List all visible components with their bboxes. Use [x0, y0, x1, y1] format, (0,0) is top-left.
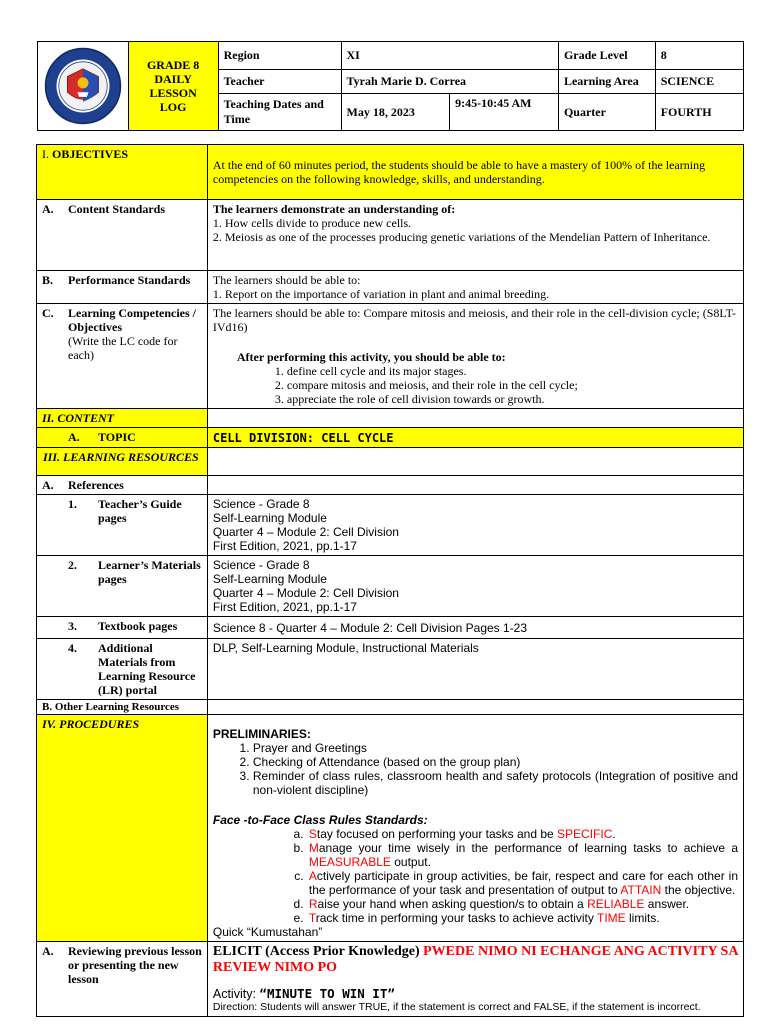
rule-text: rack time in performing your tasks to achieve activity [315, 911, 597, 925]
content-standards-cell: The learners demonstrate an understanding of: 1. How cells divide to produce new cells. 2. Meiosis as one of the processes producing genetic variations of the Mendelian Pattern of Inheritance. [207, 200, 743, 271]
list-item: 1. define cell cycle and its major stages. [287, 364, 738, 378]
performance-standards-label: B. Performance Standards [37, 271, 208, 304]
rule-text: tay focused on performing your tasks and be [316, 827, 558, 841]
list-item: 3. appreciate the role of cell division towards or growth. [287, 392, 738, 406]
rule-end: answer. [644, 897, 690, 911]
rule-keyword: RELIABLE [587, 897, 645, 911]
references-label: A. References [37, 476, 208, 495]
quarter-label: Quarter [558, 94, 655, 131]
rule-text: ctively participate in group activities, be fair, respect and care for each other in the performance of your task and presentation of output to [308, 869, 738, 897]
list-item: 1. Report on the importance of variation in plant and animal breeding. [212, 287, 550, 301]
learning-area-value: SCIENCE [655, 70, 743, 94]
competencies-cell: The learners should be able to: Compare mitosis and meiosis, and their role in the cell-division cycle; (S8LT-IVd16) After performing this activity, you should be able to: 1. define cell cycle and its major stages. 2. compare mitosis and meiosis, and their role in the cell cycle; 3. appreciate the role of cell division towards or growth. [207, 304, 743, 409]
teachers-guide-label: 1. Teacher’s Guide pages [37, 495, 208, 556]
rule-keyword: MEASURABLE [308, 855, 391, 869]
list-item: 1. How cells divide to produce new cells. [212, 216, 412, 230]
rule-text: aise your hand when asking question/s to obtain a [317, 897, 588, 911]
lesson-log-table [36, 144, 744, 1017]
region-label: Region [218, 42, 341, 70]
activity-direction: Direction: Students will answer TRUE, if the statement is correct and FALSE, if the statement is incorrect. [212, 1001, 701, 1013]
reviewing-label: A. Reviewing previous lesson or presenting the new lesson [37, 942, 208, 1017]
activity-label: Activity: [212, 987, 260, 1001]
grade-level-value: 8 [655, 42, 743, 70]
title-line: GRADE 8 [146, 58, 200, 72]
list-item: 2. Checking of Attendance (based on the group plan) [253, 755, 738, 769]
rule-end: the objective. [661, 883, 736, 897]
class-rule-item [307, 841, 738, 869]
quick-kumustahan: Quick “Kumustahan” [212, 925, 323, 939]
elicit-label: ELICIT (Access Prior Knowledge) [212, 944, 420, 959]
deped-seal [38, 42, 129, 131]
objectives-text: At the end of 60 minutes period, the students should be able to have a mastery of 100% of the learning competencies on the following knowledge, skills, and understanding. [207, 145, 743, 200]
title-line: LOG [159, 100, 187, 114]
rule-text: anage your time wisely in the performance of learning tasks to achieve a [318, 841, 738, 855]
textbook-label: 3. Textbook pages [37, 617, 208, 639]
list-item: 3. Reminder of class rules, classroom health and safety protocols (Integration of positive and non-violent discipline) [253, 769, 738, 797]
reviewing-cell [207, 942, 743, 1017]
daily-lesson-log-title [128, 42, 218, 131]
class-rules-list [213, 827, 738, 925]
other-resources-label: B. Other Learning Resources [37, 700, 208, 715]
learning-area-label: Learning Area [558, 70, 655, 94]
rule-initial: M [308, 841, 319, 855]
class-rule-item [307, 869, 738, 897]
rule-keyword: SPECIFIC [557, 827, 613, 841]
date-value: May 18, 2023 [341, 94, 450, 131]
time-value: 9:45-10:45 AM [450, 94, 559, 131]
list-item: 2. Meiosis as one of the processes producing genetic variations of the Mendelian Pattern of Inheritance. [212, 230, 711, 244]
review-note: PWEDE NIMO NI ECHANGE ANG ACTIVITY SA REVIEW NIMO PO [212, 944, 738, 975]
performance-standards-cell: The learners should be able to: 1. Report on the importance of variation in plant and animal breeding. [207, 271, 743, 304]
rule-initial: T [308, 911, 316, 925]
content-standards-label: A. Content Standards [37, 200, 208, 271]
learners-materials-pages: Science - Grade 8 Self-Learning Module Quarter 4 – Module 2: Cell Division First Edition, 2021, pp.1-17 [207, 556, 743, 617]
deped-seal-icon [44, 47, 122, 125]
content-heading: II. CONTENT [37, 409, 208, 428]
teacher-label: Teacher [218, 70, 341, 94]
objectives-heading: I. OBJECTIVES [37, 145, 208, 200]
list-item: 2. compare mitosis and meiosis, and their role in the cell cycle; [287, 378, 738, 392]
region-value: XI [341, 42, 558, 70]
rule-initial: S [308, 827, 317, 841]
rule-keyword: TIME [597, 911, 626, 925]
title-line: DAILY [154, 72, 192, 86]
rule-end: output. [390, 855, 431, 869]
activity-title: “MINUTE TO WIN IT” [259, 986, 395, 1001]
competencies-label: C. Learning Competencies / Objectives (Write the LC code for each) [37, 304, 208, 409]
class-rule-item [307, 897, 738, 911]
teachers-guide-pages: Science - Grade 8 Self-Learning Module Quarter 4 – Module 2: Cell Division First Edition, 2021, pp.1-17 [207, 495, 743, 556]
textbook-pages: Science 8 - Quarter 4 – Module 2: Cell Division Pages 1-23 [207, 617, 743, 639]
title-line: LESSON [149, 86, 197, 100]
procedures-heading: IV. PROCEDURES [37, 715, 208, 942]
quarter-value: FOURTH [655, 94, 743, 131]
procedures-cell: PRELIMINARIES: 1. Prayer and Greetings 2. Checking of Attendance (based on the group plan) 3. Reminder of class rules, classroom health and safety protocols (Integration of positive and non-violent discipline) Face -to-Face Class Rules Standards: a. Stay focused on performing your tasks and be SPECIFIC. b. Manage your time wisely in the performance of learning tasks to achieve a MEASURABLE output. c. Actively participate in group activities, be fair, respect and care for each other in the performance of your task and presentation of output to ATTAIN the objective. d. Raise your hand when asking question/s to obtain a RELIABLE answer. e. Track time in performing your tasks to achieve activity TIME limits. Quick “Kumustahan” [207, 715, 743, 942]
class-rule-item [307, 827, 738, 841]
teacher-value: Tyrah Marie D. Correa [341, 70, 558, 94]
rule-initial: R [308, 897, 318, 911]
additional-materials: DLP, Self-Learning Module, Instructional Materials [207, 639, 743, 700]
topic-label: A. TOPIC [37, 428, 208, 448]
grade-level-label: Grade Level [558, 42, 655, 70]
rule-end: limits. [625, 911, 660, 925]
learners-materials-label: 2. Learner’s Materials pages [37, 556, 208, 617]
list-item: 1. Prayer and Greetings [253, 741, 738, 755]
dates-label: Teaching Dates and Time [218, 94, 341, 131]
additional-materials-label: 4. Additional Materials from Learning Resource (LR) portal [37, 639, 208, 700]
class-rule-item [307, 911, 738, 925]
rule-end: . [612, 827, 616, 841]
rule-keyword: ATTAIN [620, 883, 662, 897]
topic-value: CELL DIVISION: CELL CYCLE [207, 428, 743, 448]
header-table [37, 41, 744, 131]
learning-resources-heading: III. LEARNING RESOURCES [37, 448, 208, 476]
rule-initial: A [308, 869, 317, 883]
